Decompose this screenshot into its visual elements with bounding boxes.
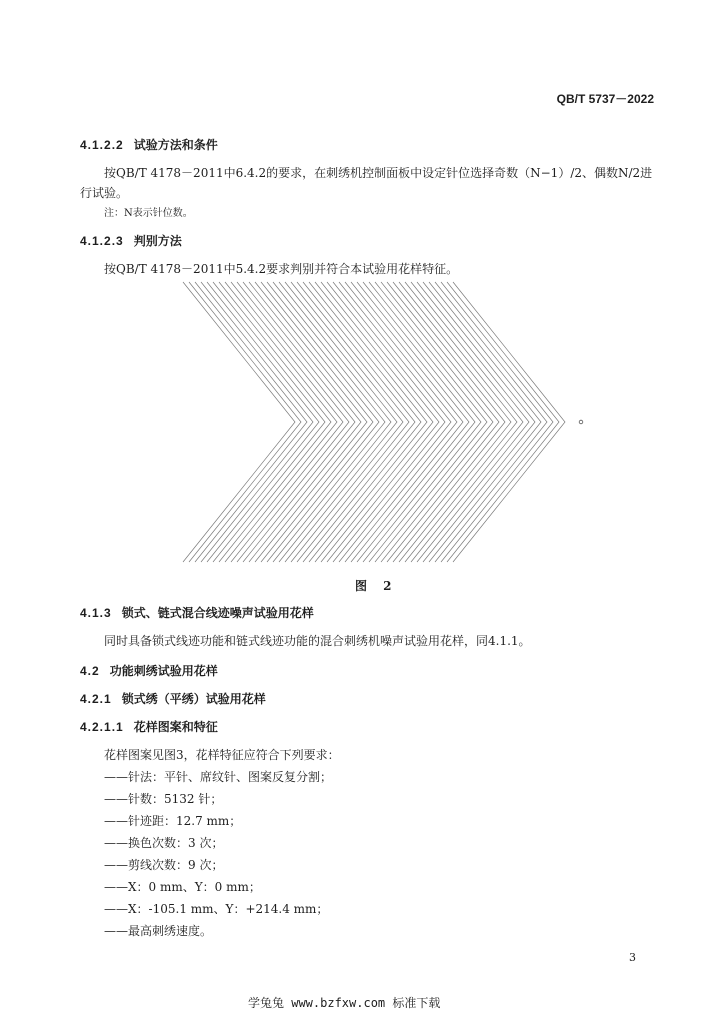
stitch-line	[249, 282, 361, 562]
stitch-line	[435, 282, 547, 562]
stitch-line	[351, 282, 463, 562]
stitch-line	[447, 282, 559, 562]
stitch-line	[237, 282, 349, 562]
stitch-line	[243, 282, 355, 562]
requirement-item: ——剪线次数：9 次；	[104, 858, 224, 872]
note-text: 注：N表示针位数。	[104, 208, 193, 219]
paragraph-test-method-line-2: 行试验。	[80, 186, 129, 200]
section-number: 4.1.2.3	[80, 234, 124, 248]
end-point-marker	[579, 420, 583, 424]
stitch-line	[303, 282, 415, 562]
stitch-line	[423, 282, 535, 562]
stitch-line	[345, 282, 457, 562]
paragraph-mixed-stitch: 同时具备锁式线迹功能和链式线迹功能的混合刺绣机噪声试验用花样，同4.1.1。	[104, 634, 531, 648]
stitch-line	[267, 282, 379, 562]
section-title: 锁式、链式混合线迹噪声试验用花样	[121, 606, 314, 620]
section-number: 4.2.1	[80, 692, 112, 706]
section-heading-4-1-3	[80, 604, 314, 621]
figure-2-chevron-pattern	[175, 280, 595, 565]
stitch-line	[273, 282, 385, 562]
section-heading-4-2-1-1	[80, 718, 218, 735]
stitch-line	[315, 282, 427, 562]
stitch-line	[231, 282, 343, 562]
stitch-line	[453, 282, 565, 562]
requirement-item: ——针数：5132 针；	[104, 792, 223, 806]
stitch-line	[291, 282, 403, 562]
stitch-line	[213, 282, 325, 562]
stitch-line	[201, 282, 313, 562]
stitch-line	[369, 282, 481, 562]
stitch-line	[327, 282, 439, 562]
page-number: 3	[629, 951, 636, 964]
stitch-line	[279, 282, 391, 562]
stitch-line	[309, 282, 421, 562]
stitch-line	[285, 282, 397, 562]
stitch-line	[219, 282, 331, 562]
section-title: 判别方法	[133, 234, 182, 248]
section-heading-4-1-2-2	[80, 136, 218, 153]
section-number: 4.1.2.2	[80, 138, 124, 152]
stitch-line	[411, 282, 523, 562]
paragraph-pattern-intro: 花样图案见图3，花样特征应符合下列要求：	[104, 748, 340, 762]
requirement-item: ——针迹距：12.7 mm；	[104, 814, 242, 828]
stitch-line	[417, 282, 529, 562]
section-title: 试验方法和条件	[133, 138, 218, 152]
stitch-line	[255, 282, 367, 562]
requirement-item: ——最高刺绣速度。	[104, 924, 213, 938]
stitch-line	[399, 282, 511, 562]
section-number: 4.1.3	[80, 606, 112, 620]
stitch-line	[333, 282, 445, 562]
stitch-line	[321, 282, 433, 562]
footer-text: 学兔兔 www.bzfxw.com 标准下载	[248, 996, 441, 1010]
section-title: 功能刺绣试验用花样	[109, 664, 218, 678]
stitch-line	[297, 282, 409, 562]
paragraph-test-method-line-1: 按QB/T 4178－2011中6.4.2的要求，在刺绣机控制面板中设定针位选择奇数（N−1）/2、偶数N/2进	[104, 166, 653, 180]
stitch-line	[357, 282, 469, 562]
section-title: 锁式绣（平绣）试验用花样	[121, 692, 266, 706]
stitch-line	[393, 282, 505, 562]
section-number: 4.2.1.1	[80, 720, 124, 734]
figure-caption: 图 2	[355, 579, 398, 593]
stitch-line	[375, 282, 487, 562]
stitch-line	[339, 282, 451, 562]
stitch-line	[195, 282, 307, 562]
stitch-line	[405, 282, 517, 562]
requirement-item: ——针法：平针、席纹针、图案反复分割；	[104, 770, 333, 784]
section-heading-4-2-1	[80, 690, 266, 707]
requirement-item: ——X：-105.1 mm、Y：+214.4 mm；	[104, 902, 329, 916]
section-title: 花样图案和特征	[133, 720, 218, 734]
requirement-item: ——X：0 mm、Y：0 mm；	[104, 880, 261, 894]
stitch-line	[429, 282, 541, 562]
paragraph-judgement: 按QB/T 4178－2011中5.4.2要求判别并符合本试验用花样特征。	[104, 262, 459, 276]
stitch-line	[387, 282, 499, 562]
stitch-line	[189, 282, 301, 562]
stitch-line	[363, 282, 475, 562]
stitch-line	[225, 282, 337, 562]
section-heading-4-2	[80, 662, 218, 679]
stitch-line	[381, 282, 493, 562]
section-heading-4-1-2-3	[80, 232, 182, 249]
section-number: 4.2	[80, 664, 100, 678]
stitch-line	[183, 282, 295, 562]
standard-code: QB/T 5737－2022	[556, 92, 654, 106]
stitch-line	[261, 282, 373, 562]
stitch-line	[441, 282, 553, 562]
stitch-line	[207, 282, 319, 562]
requirement-item: ——换色次数：3 次；	[104, 836, 224, 850]
